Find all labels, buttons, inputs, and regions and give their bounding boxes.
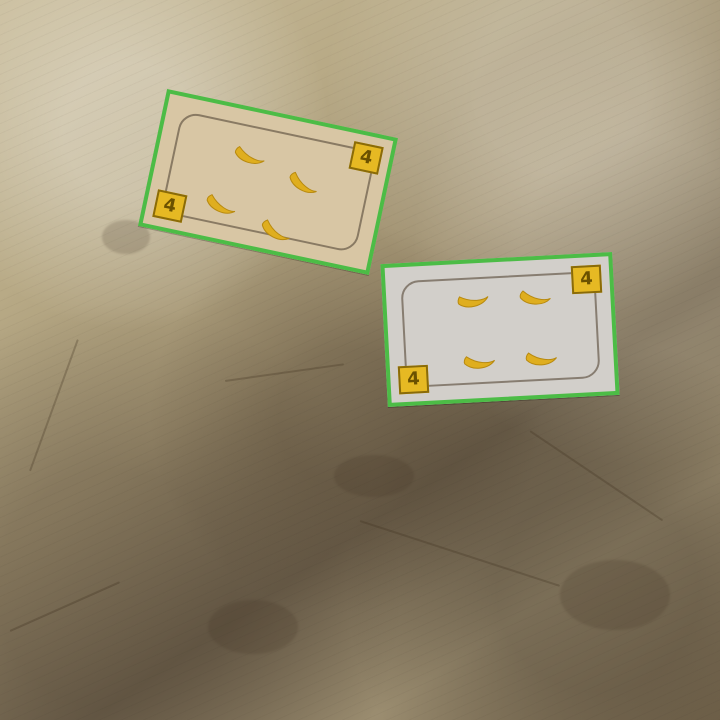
banana-icon: [518, 288, 553, 309]
surface-stain: [208, 600, 298, 654]
banana-icon: [524, 350, 558, 369]
card-corner-value: 4: [406, 368, 421, 390]
card-corner-badge: [152, 189, 187, 223]
card-corner-badge: [571, 265, 602, 295]
surface-stain: [334, 455, 414, 497]
card-corner-value: 4: [161, 194, 179, 218]
card-corner-value: 4: [579, 268, 594, 290]
banana-icon: [462, 352, 497, 372]
card-corner-badge: [398, 365, 429, 395]
card-corner-value: 4: [357, 145, 375, 169]
card-border: [400, 268, 600, 388]
surface-stain: [560, 560, 670, 630]
tilted-playing-card: [380, 252, 619, 407]
card-corner-badge: [349, 141, 384, 175]
